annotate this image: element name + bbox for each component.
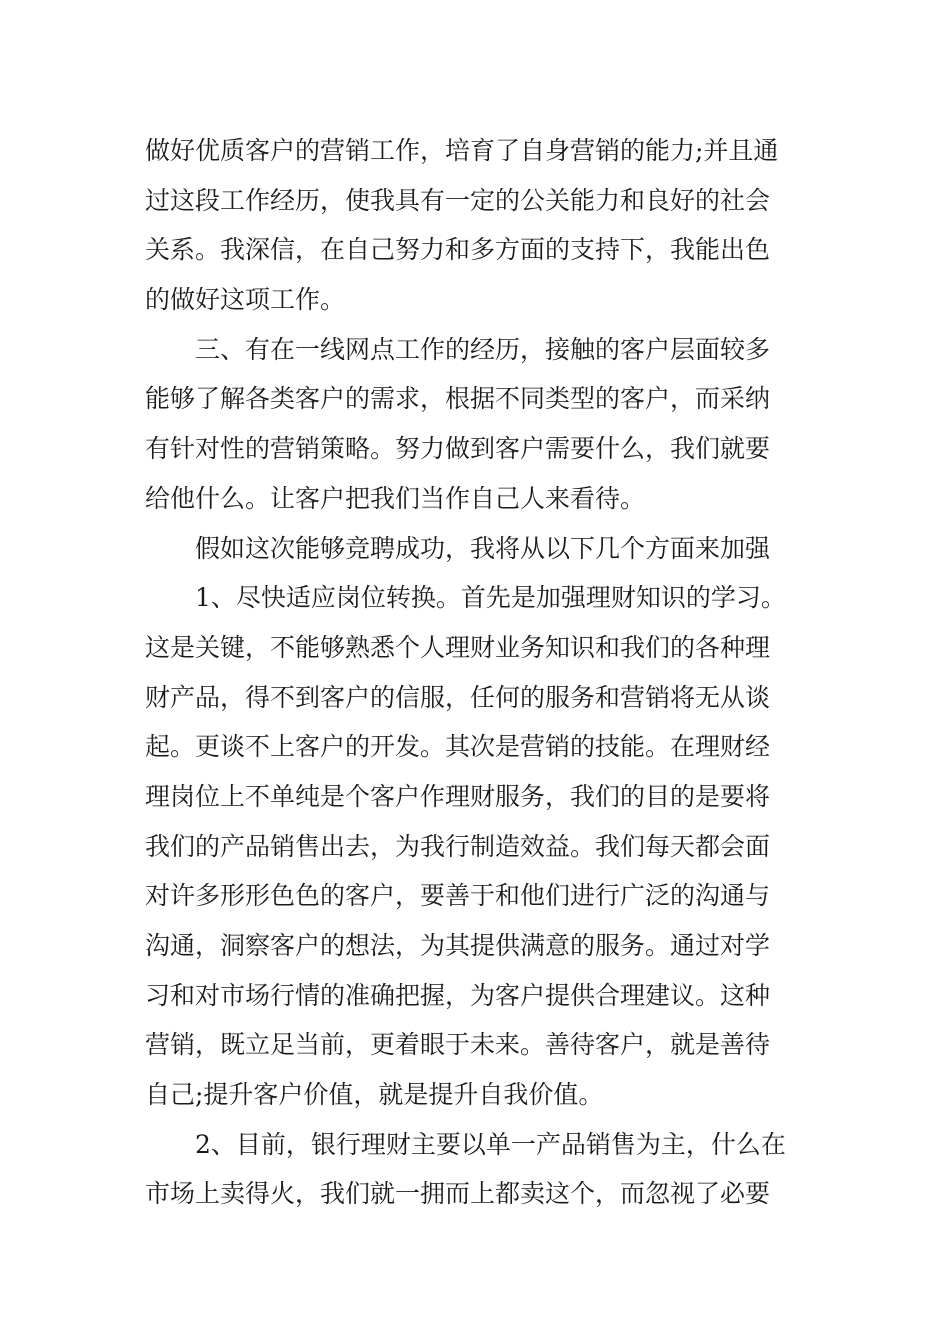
text-line: 给他什么。让客户把我们当作自己人来看待。 <box>145 483 646 513</box>
text-line: 假如这次能够竞聘成功，我将从以下几个方面来加强 <box>195 533 771 563</box>
text-line: 过这段工作经历，使我具有一定的公关能力和良好的社会 <box>145 185 771 215</box>
text-line: 我们的产品销售出去，为我行制造效益。我们每天都会面 <box>145 831 771 861</box>
text-line: 营销，既立足当前，更着眼于未来。善待客户，就是善待 <box>145 1030 771 1060</box>
text-line: 对许多形形色色的客户，要善于和他们进行广泛的沟通与 <box>145 881 771 911</box>
text-line: 1、尽快适应岗位转换。首先是加强理财知识的学习。 <box>195 583 786 613</box>
document-body <box>145 126 810 1219</box>
text-line: 关系。我深信，在自己努力和多方面的支持下，我能出色 <box>145 235 771 265</box>
text-line: 沟通，洞察客户的想法，为其提供满意的服务。通过对学 <box>145 931 771 960</box>
text-line: 2、目前，银行理财主要以单一产品销售为主，什么在 <box>195 1129 786 1159</box>
text-line: 有针对性的营销策略。努力做到客户需要什么，我们就要 <box>145 434 771 464</box>
text-line: 起。更谈不上客户的开发。其次是营销的技能。在理财经 <box>145 732 771 762</box>
text-line: 做好优质客户的营销工作，培育了自身营销的能力;并且通 <box>145 136 779 165</box>
text-line: 自己;提升客户价值，就是提升自我价值。 <box>145 1080 604 1110</box>
text-line: 财产品，得不到客户的信服，任何的服务和营销将无从谈 <box>145 682 771 712</box>
text-line: 能够了解各类客户的需求，根据不同类型的客户，而采纳 <box>145 384 771 414</box>
text-line: 理岗位上不单纯是个客户作理财服务，我们的目的是要将 <box>145 781 771 811</box>
text-line: 这是关键，不能够熟悉个人理财业务知识和我们的各种理 <box>145 632 771 662</box>
text-line: 的做好这项工作。 <box>145 285 346 315</box>
text-line: 习和对市场行情的准确把握，为客户提供合理建议。这种 <box>145 980 771 1010</box>
text-line: 三、有在一线网点工作的经历，接触的客户层面较多 <box>195 334 771 364</box>
text-line: 市场上卖得火，我们就一拥而上都卖这个，而忽视了必要 <box>145 1179 771 1209</box>
